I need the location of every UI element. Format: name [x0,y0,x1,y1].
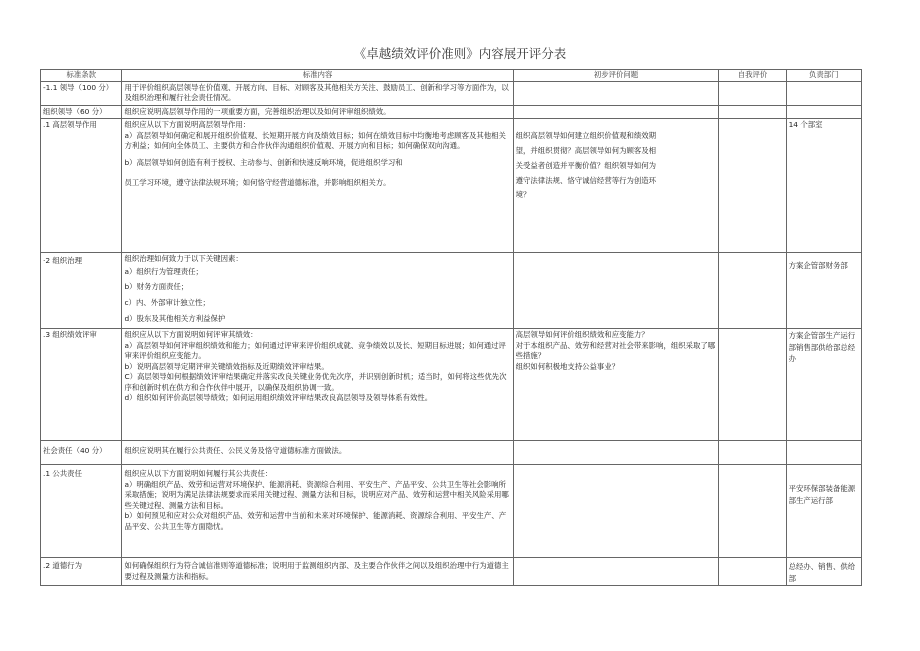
table-row [41,81,862,105]
dept-cell [786,441,861,465]
content-cell: 组织应从以下方面说明如何评审其绩效： a）高层领导如何评审组织绩效和能力；如何通过评审来评价组织成就、竞争绩效以及长、短期目标进展；如何通过评审来评价组织应变能力。 b）说明高层领导定期评审关键绩效指标及近期绩效评审结果。 C）高层领导如何根据绩效评审结果确定并落实改良关键业务优先次序，并识别创新时机；适当时，如何将这些优先次序和创新时机在供方和合作伙伴中展开，以确保及组织协调一致。 d）组织如何评价高层领导绩效；如何运用组织绩效评审结果改良高层领导及领导体系有效性。 [122,329,513,441]
questions-cell: 组织高层领导如何建立组织价值观和绩效期 望，并组织贯彻？高层领导如何为顾客及相 关受益者创造并平衡价值？组织领导如何为 遵守法律法规、恪守诚信经营等行为创造环 境？ [513,119,719,253]
scoring-table [40,69,862,586]
clause-cell: .1 高层领导作用 [41,119,122,253]
dept-cell: 平安环保部装备能源部生产运行部 [786,465,861,558]
clause-cell: 组织领导（60 分） [41,105,122,119]
questions-cell [513,465,719,558]
table-row [41,558,862,586]
content-cell: 用于评价组织高层领导在价值观、开展方向、目标、对顾客及其他相关方关注、鼓励员工、创新和学习等方面作为，以及组织治理和履行社会责任情况。 [122,81,513,105]
table-row [41,465,862,558]
table-row [41,119,862,253]
document-title: 《卓越绩效评价准则》内容展开评分表 [353,46,567,61]
table-row [41,105,862,119]
content-cell: 组织应从以下方面说明如何履行其公共责任： a）明确组织产品、效劳和运营对环境保护、能源消耗、资源综合利用、平安生产、产品平安、公共卫生等社会影响所采取措施；说明为满足法律法规要求而采用关键过程、测量方法和目标，说明应对产品、效劳和运营中相关风险采用哪些关键过程、测量方法和目标。 b）如何预见和应对公众对组织产品、效劳和运营中当前和未来对环境保护、能源消耗、资源综合利用、平安生产、产品平安、公共卫生等方面隐忧。 [122,465,513,558]
clause-cell: -1.1 领导（100 分） [41,81,122,105]
questions-cell [513,558,719,586]
questions-cell [513,105,719,119]
dept-cell [786,105,861,119]
header-dept: 负责部门 [786,70,861,82]
questions-cell [513,441,719,465]
dept-cell: 方案企管部生产运行部销售部供给部总经办 [786,329,861,441]
header-content: 标准内容 [122,70,513,82]
table-row [41,253,862,329]
table-row [41,329,862,441]
clause-cell: .1 公共责任 [41,465,122,558]
dept-cell [786,81,861,105]
header-questions: 初步评价问题 [513,70,719,82]
clause-cell: 社会责任（40 分） [41,441,122,465]
content-cell: 组织应说明其在履行公共责任、公民义务及恪守道德标准方面做法。 [122,441,513,465]
self-eval-cell[interactable] [719,253,786,329]
content-cell: 如何确保组织行为符合诚信准则等道德标准；说明用于监测组织内部、及主要合作伙伴之间以及组织治理中行为道德主要过程及测量方法和指标。 [122,558,513,586]
content-cell: 组织应说明高层领导作用的一项重要方面，完善组织治理以及如何评审组织绩效。 [122,105,513,119]
self-eval-cell[interactable] [719,465,786,558]
dept-cell: 方案企管部财务部 [786,253,861,329]
clause-cell: .2 道德行为 [41,558,122,586]
questions-cell: 高层领导如何评价组织绩效和应变能力？ 对于本组织产品、效劳和经营对社会带来影响，组织采取了哪些措施？ 组织如何积极地支持公益事业？ [513,329,719,441]
table-row [41,441,862,465]
self-eval-cell[interactable] [719,441,786,465]
content-cell: 组织应从以下方面说明高层领导作用： a）高层领导如何确定和展开组织价值观、长短期开展方向及绩效目标；如何在绩效目标中均衡地考虑顾客及其他相关方利益；如何向全体员工、主要供方和合作伙伴沟通组织价值观、开展方向和目标；如何确保双向沟通。 b）高层领导如何创造有利于授权、主动参与、创新和快速反响环境，促进组织学习和 员工学习环境，遵守法律法规环境；如何恪守经营道德标准，并影响组织相关方。 [122,119,513,253]
dept-cell: 总经办、销售、供给部 [786,558,861,586]
clause-cell: ·2 组织治理 [41,253,122,329]
content-cell: 组织治理如何致力于以下关键因素： a）组织行为管理责任； b）财务方面责任； c）内、外部审计独立性； d）股东及其他相关方利益保护 [122,253,513,329]
questions-cell [513,253,719,329]
self-eval-cell[interactable] [719,119,786,253]
dept-cell: 14 个部室 [786,119,861,253]
questions-cell [513,81,719,105]
header-clause: 标准条款 [41,70,122,82]
header-row [41,70,862,82]
self-eval-cell[interactable] [719,558,786,586]
clause-cell: .3 组织绩效评审 [41,329,122,441]
self-eval-cell[interactable] [719,329,786,441]
header-self-eval: 自我评价 [719,70,786,82]
self-eval-cell[interactable] [719,81,786,105]
self-eval-cell[interactable] [719,105,786,119]
